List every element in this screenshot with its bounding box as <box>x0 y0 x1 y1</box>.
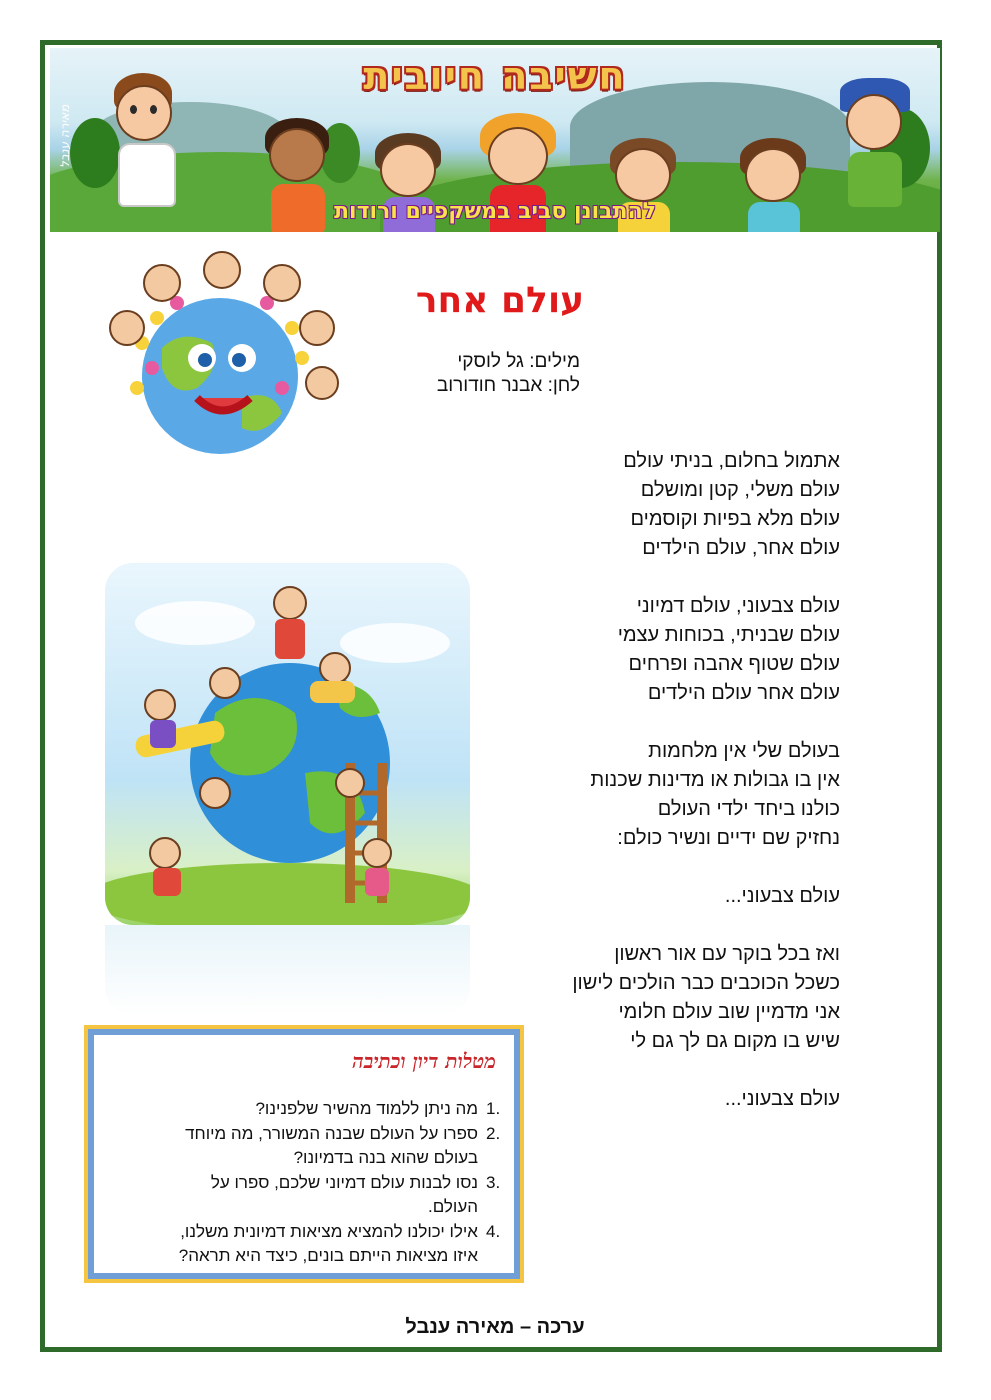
image-reflection <box>105 925 470 1015</box>
poem-line: עולם צבעוני... <box>724 885 840 907</box>
poem-line: עולם שטוף אהבה ופרחים <box>628 653 840 675</box>
task-text: אילו יכולנו להמציא מציאות דמיונית משלנו, <box>180 1222 478 1241</box>
poem-line: אין בו גבולות או מדינות שכנות <box>590 769 840 791</box>
poem-line: עולם מלא בפיות וקוסמים <box>630 508 840 530</box>
task-text: ספרו על העולם שבנה המשורר, מה מיוחד <box>185 1124 478 1143</box>
task-text-cont: העולם. <box>427 1197 478 1216</box>
poem-stanza <box>480 592 840 708</box>
banner-title: חשיבה חיובית <box>363 54 627 98</box>
discussion-tasks-box <box>88 1029 520 1279</box>
task-item <box>133 1097 501 1121</box>
task-number: 1. <box>486 1099 501 1118</box>
poem-line: כשכל הכוכבים כבר הולכים לישון <box>572 972 840 994</box>
poem-stanza <box>480 940 840 1056</box>
task-item <box>133 1220 501 1268</box>
poem-line: כולנו ביחד ילדי העולם <box>657 798 840 820</box>
task-item <box>133 1171 501 1219</box>
task-number: 2. <box>486 1124 501 1143</box>
banner-subtitle: להתבונן סביב במשקפיים ורודות <box>333 199 656 224</box>
poem-stanza <box>480 1085 840 1114</box>
lyrics-credit: מילים: גל לוסקי <box>457 351 580 372</box>
task-item <box>133 1122 501 1170</box>
poem-line: עולם אחר, עולם הילדים <box>642 537 840 559</box>
task-number: 4. <box>486 1222 501 1241</box>
task-text-cont: בעולם שהוא בנה בדמיונו? <box>293 1148 478 1167</box>
poem-line: עולם שבניתי, בכוחות עצמי <box>617 624 840 646</box>
kids-on-globe-image <box>105 563 470 925</box>
banner-credit: מאירה ענבל <box>58 104 72 168</box>
poem-text <box>480 447 840 1143</box>
task-text: מה ניתן ללמוד מהשיר שלפנינו? <box>255 1099 478 1118</box>
poem-line: עולם אחר עולם הילדים <box>647 682 840 704</box>
poem-line: ואז בכל בוקר עם אור ראשון <box>614 943 840 965</box>
poem-line: נחזיק שם ידיים ונשיר כולם: <box>617 827 840 849</box>
poem-stanza <box>480 737 840 853</box>
poem-stanza <box>480 882 840 911</box>
header-banner <box>50 48 940 232</box>
poem-line: בעולם שלי אין מלחמות <box>648 740 840 762</box>
poem-line: אתמול בחלום, בניתי עולם <box>623 450 840 472</box>
poem-line: עולם משלי, קטן ומושלם <box>640 479 840 501</box>
task-number: 3. <box>486 1173 501 1192</box>
song-credits <box>380 350 580 398</box>
task-text-cont: איזו מציאות הייתם בונים, כיצד היא תראה? <box>178 1246 478 1265</box>
poem-stanza <box>480 447 840 563</box>
music-credit: לחן: אבנר חודורוב <box>436 375 580 396</box>
poem-line: שיש בו מקום גם לך גם לי <box>630 1030 840 1052</box>
poem-line: אני מדמיין שוב עולם חלומי <box>618 1001 840 1023</box>
tasks-title: מטלות דיון וכתיבה <box>352 1049 496 1073</box>
song-title: עולם אחר <box>415 280 585 321</box>
task-text: נסו לבנות עולם דמיוני שלכם, ספרו על <box>210 1173 478 1192</box>
editor-credit: ערכה – מאירה ענבל <box>405 1316 585 1338</box>
tasks-list <box>133 1097 501 1269</box>
poem-line: עולם צבעוני... <box>724 1088 840 1110</box>
poem-line: עולם צבעוני, עולם דמיוני <box>636 595 840 617</box>
